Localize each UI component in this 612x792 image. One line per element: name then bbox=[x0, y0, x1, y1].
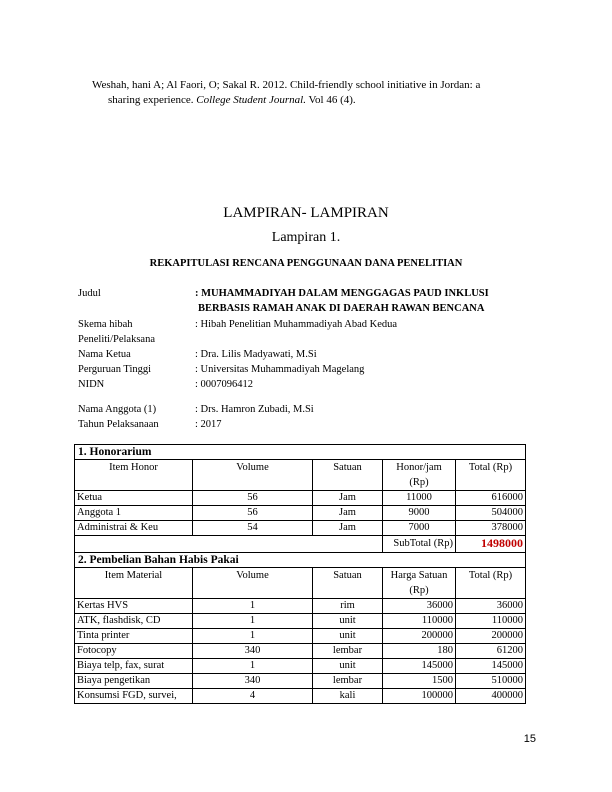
col-header-item: Item Honor bbox=[75, 460, 193, 476]
reference-line-1: Weshah, hani A; Al Faori, O; Sakal R. 2012. Child-friendly school initiative in Jordan: a bbox=[92, 79, 481, 91]
section-2-title: 2. Pembelian Bahan Habis Pakai bbox=[75, 553, 526, 568]
skema-value: : Hibah Penelitian Muhammadiyah Abad Kedua bbox=[195, 319, 398, 330]
table-row: Ketua 56 Jam 11000 616000 bbox=[75, 491, 526, 506]
subtotal-row bbox=[75, 536, 526, 553]
appendix-heading: LAMPIRAN- LAMPIRAN bbox=[223, 205, 389, 221]
reference-line-2: sharing experience. College Student Journal. Vol 46 (4). bbox=[108, 94, 356, 106]
pt-label: Perguruan Tinggi bbox=[78, 364, 152, 375]
table-row: Tinta printer 1 unit 200000 200000 bbox=[75, 629, 526, 644]
subtotal-value: 1498000 bbox=[481, 536, 524, 550]
col-header-harga: Harga Satuan bbox=[383, 568, 456, 584]
table-row: ATK, flashdisk, CD 1 unit 110000 110000 bbox=[75, 614, 526, 629]
peneliti-label: Peneliti/Pelaksana bbox=[78, 334, 155, 345]
judul-value-1: : MUHAMMADIYAH DALAM MENGGAGAS PAUD INKLUSI bbox=[195, 288, 489, 299]
col-header-volume: Volume bbox=[193, 568, 313, 584]
budget-table bbox=[74, 444, 526, 704]
tahun-value: : 2017 bbox=[195, 419, 222, 430]
journal-name: College Student Journal. bbox=[196, 94, 306, 106]
table-row: Biaya pengetikan 340 lembar 1500 510000 bbox=[75, 674, 526, 689]
subtotal-label: SubTotal (Rp) bbox=[383, 536, 456, 553]
pt-value: : Universitas Muhammadiyah Magelang bbox=[195, 364, 365, 375]
col-header-satuan: Satuan bbox=[313, 460, 383, 476]
section-1-title: 1. Honorarium bbox=[75, 445, 526, 460]
col-header-honor: Honor/jam bbox=[383, 460, 456, 476]
anggota-label: Nama Anggota (1) bbox=[78, 404, 157, 415]
page-number: 15 bbox=[523, 733, 536, 745]
table-row: Anggota 1 56 Jam 9000 504000 bbox=[75, 506, 526, 521]
ketua-label: Nama Ketua bbox=[78, 349, 131, 360]
col-header-total: Total (Rp) bbox=[456, 568, 526, 584]
nidn-label: NIDN bbox=[78, 379, 105, 390]
table-row: Konsumsi FGD, survei, 4 kali 100000 400000 bbox=[75, 689, 526, 704]
col-header-item: Item Material bbox=[75, 568, 193, 584]
col-header-total: Total (Rp) bbox=[456, 460, 526, 476]
appendix-subheading: Lampiran 1. bbox=[271, 230, 341, 245]
anggota-value: : Drs. Hamron Zubadi, M.Si bbox=[195, 404, 314, 415]
table-row: Administrai & Keu 54 Jam 7000 378000 bbox=[75, 521, 526, 536]
nidn-value: : 0007096412 bbox=[195, 379, 254, 390]
ketua-value: : Dra. Lilis Madyawati, M.Si bbox=[195, 349, 317, 360]
col-header-unit: (Rp) bbox=[383, 475, 456, 491]
judul-label: Judul bbox=[78, 288, 101, 299]
col-header-volume: Volume bbox=[193, 460, 313, 476]
table-row: Biaya telp, fax, surat 1 unit 145000 145000 bbox=[75, 659, 526, 674]
judul-value-2: BERBASIS RAMAH ANAK DI DAERAH RAWAN BENCANA bbox=[198, 303, 485, 314]
table-row: Fotocopy 340 lembar 180 61200 bbox=[75, 644, 526, 659]
table-row: Kertas HVS 1 rim 36000 36000 bbox=[75, 599, 526, 614]
budget-title: REKAPITULASI RENCANA PENGGUNAAN DANA PENELITIAN bbox=[149, 258, 463, 269]
skema-label: Skema hibah bbox=[78, 319, 133, 330]
col-header-unit: (Rp) bbox=[383, 583, 456, 599]
tahun-label: Tahun Pelaksanaan bbox=[78, 419, 159, 430]
col-header-satuan: Satuan bbox=[313, 568, 383, 584]
